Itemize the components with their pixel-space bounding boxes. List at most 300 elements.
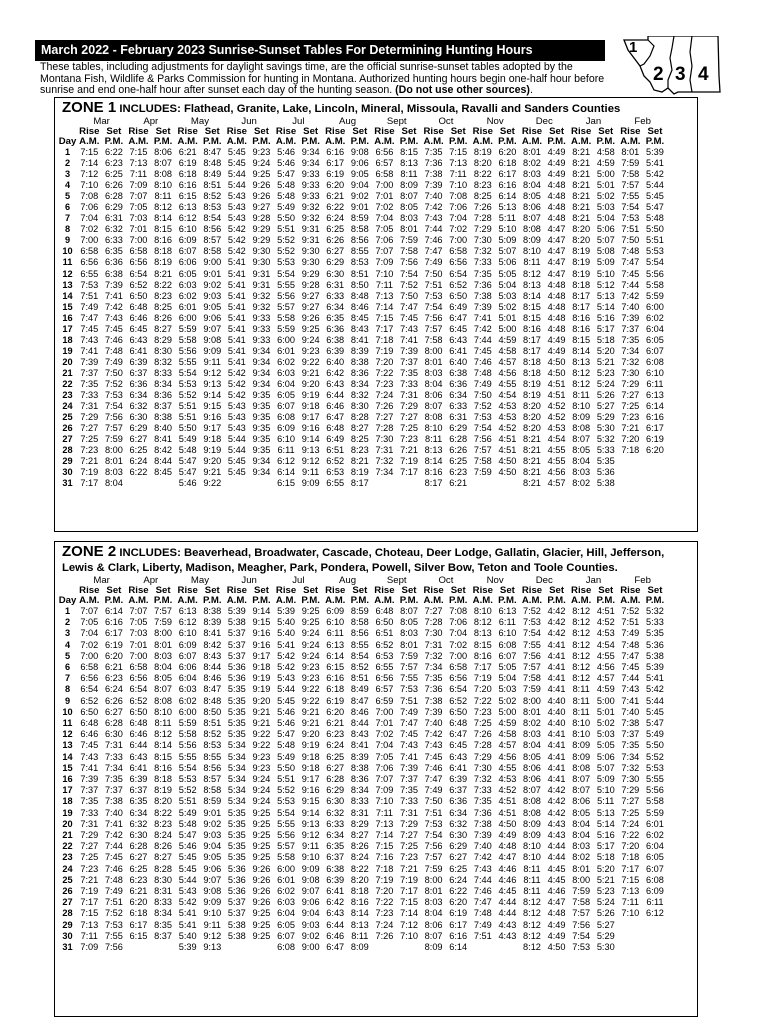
sunrise-time: 5:35 [227,818,246,829]
sunset-time: 5:13 [596,807,615,818]
sunrise-time: 6:04 [277,378,295,389]
sunrise-time: 5:52 [277,235,295,246]
sunrise-time: 6:11 [326,628,344,639]
sunrise-time: 7:17 [375,323,394,334]
sunset-time: 8:34 [350,378,369,389]
rise-header: Rise [423,126,444,137]
sunset-time: 4:41 [547,673,566,684]
sunset-time: 8:36 [350,774,369,785]
sunset-time: 5:05 [596,740,615,751]
sunset-time: 4:59 [498,334,517,345]
sunrise-time: 6:30 [326,796,345,807]
table-row [58,346,667,357]
sunset-time: 9:26 [252,874,271,885]
sunset-time: 6:34 [449,807,468,818]
sunrise-time: 7:19 [80,467,99,478]
sunrise-time: 7:48 [473,367,492,378]
sunrise-time: 5:41 [227,323,246,334]
sunset-time: 4:50 [498,818,517,829]
table-row [58,628,667,639]
sunrise-time: 7:17 [621,863,640,874]
sunrise-time: 7:34 [621,345,640,356]
sunset-time: 7:33 [104,751,123,762]
sunset-time: 6:10 [646,367,664,378]
sunset-time: 4:40 [547,695,566,706]
table-row [58,423,667,434]
sunrise-time: 7:29 [80,412,99,423]
sunset-time: 9:32 [252,301,271,312]
sunrise-time: 7:25 [621,807,640,818]
set-header: Set [303,585,319,596]
sunset-time: 6:19 [449,908,468,919]
day-number: 6 [64,662,71,673]
sunrise-time: 6:30 [326,268,345,279]
table-row [58,606,667,617]
sunset-time: 5:24 [596,378,615,389]
sunset-time: 8:04 [104,478,123,489]
sunset-time: 9:34 [252,378,271,389]
sunset-time: 8:19 [154,785,173,796]
sunrise-time: 5:51 [277,224,295,235]
sunrise-time: 8:20 [473,158,492,169]
sunset-time: 4:48 [547,213,566,224]
sunrise-time: 5:45 [227,147,246,157]
sunrise-time: 6:23 [129,874,148,885]
sunrise-time: 7:20 [621,841,640,852]
day-number: 23 [62,852,73,863]
sunrise-time: 5:42 [178,897,197,908]
day-number: 2 [64,617,71,628]
sunset-time: 4:49 [547,158,566,169]
sunrise-time: 6:55 [375,662,394,673]
sunset-time: 5:52 [646,751,664,762]
sunset-time: 6:29 [449,423,468,434]
sunset-time: 5:07 [596,235,615,246]
sunset-time: 4:54 [596,639,615,650]
sunrise-time: 7:53 [523,617,541,628]
sunrise-time: 8:01 [523,147,541,157]
sunrise-time: 8:03 [572,467,591,478]
sunset-time: 5:23 [596,367,615,378]
sunrise-time: 5:41 [178,919,197,930]
sunrise-time: 5:41 [227,356,246,367]
sunrise-time: 7:46 [473,356,492,367]
sunset-time: 4:46 [498,863,517,874]
sunrise-time: 6:36 [326,323,345,334]
sunset-time: 8:19 [350,467,369,478]
sunset-time: 9:04 [301,908,320,919]
pm-header: P.M. [596,136,615,147]
sunset-time: 6:50 [449,290,468,301]
sunrise-time: 7:54 [621,202,640,213]
sunrise-time: 7:12 [80,169,99,180]
sunrise-time: 5:58 [178,334,197,345]
sunrise-time: 8:12 [523,919,541,930]
sunrise-time: 8:09 [572,412,591,423]
sunrise-time: 6:13 [326,639,345,650]
sunrise-time: 6:34 [129,807,148,818]
sunset-time: 4:50 [547,367,566,378]
sunrise-time: 5:43 [227,213,246,224]
sunrise-time: 8:05 [572,445,591,456]
sunrise-time: 6:46 [326,930,345,941]
sunset-time: 5:54 [646,257,664,268]
sunset-time: 5:00 [498,323,517,334]
sunrise-time: 7:35 [473,796,492,807]
sunset-time: 4:42 [547,606,566,616]
sunrise-time: 5:43 [227,202,246,213]
sunset-time: 5:09 [498,235,517,246]
sunrise-time: 7:26 [473,202,492,213]
sunset-time: 7:59 [400,650,418,661]
sunset-time: 9:08 [350,147,369,157]
sunrise-time: 5:46 [277,718,295,729]
sunrise-time: 5:35 [227,841,246,852]
month-header: Aug [338,116,357,127]
sunset-time: 6:47 [449,312,468,323]
sunset-time: 8:40 [154,423,173,434]
sunrise-time: 8:19 [523,378,541,389]
sunrise-time: 7:15 [80,908,99,919]
sunrise-time: 7:18 [621,445,640,456]
sunset-time: 4:55 [596,650,615,661]
sunrise-time: 7:48 [621,639,640,650]
sunset-time: 4:41 [547,774,566,785]
sunset-time: 8:44 [203,662,222,673]
set-header: Set [499,126,515,137]
sunset-time: 4:44 [547,852,566,863]
sunrise-time: 7:25 [473,718,492,729]
sunrise-time: 7:24 [375,919,394,930]
sunset-time: 4:55 [547,456,566,467]
am-header: A.M. [128,136,149,147]
sunset-time: 7:43 [104,312,123,323]
sunrise-time: 8:20 [572,235,591,246]
sunrise-time: 5:44 [227,445,246,456]
day-number: 5 [64,650,71,661]
sunset-time: 4:42 [547,628,566,639]
sunrise-time: 7:21 [621,423,640,434]
sunrise-time: 5:34 [227,762,246,773]
sunrise-time: 6:24 [326,740,345,751]
month-header: May [190,575,210,586]
sunset-time: 7:31 [104,740,123,751]
sunset-time: 8:10 [154,180,173,191]
day-number: 19 [62,807,73,818]
sunrise-time: 8:16 [424,467,443,478]
sunset-time: 9:02 [350,191,369,202]
sunrise-time: 8:06 [523,774,541,785]
sunrise-time: 7:57 [523,662,541,673]
sunset-time: 6:13 [498,606,517,616]
sunset-time: 6:07 [646,863,664,874]
sunset-time: 7:45 [400,729,418,740]
table-row [58,684,667,695]
sunrise-time: 7:59 [523,684,541,695]
table-row [58,696,667,707]
set-header: Set [598,126,614,137]
sunrise-time: 8:02 [572,852,591,863]
sunrise-time: 8:08 [523,224,541,235]
sunset-time: 8:50 [350,279,369,290]
sunrise-time: 5:58 [178,729,197,740]
sunset-time: 8:57 [203,774,222,785]
rise-header: Rise [472,585,493,596]
sunset-time: 8:12 [154,202,173,213]
sunrise-time [471,942,496,953]
sunset-time: 5:59 [646,290,664,301]
sunrise-time: 6:58 [129,662,148,673]
sunset-time: 8:38 [203,606,222,616]
sunset-time: 9:20 [203,456,222,467]
sunrise-time: 6:15 [129,930,148,941]
sunrise-time: 6:58 [129,246,148,257]
sunset-time: 9:30 [301,257,320,268]
sunrise-time: 6:00 [277,334,295,345]
sunset-time [643,478,668,489]
sunset-time: 7:27 [400,830,418,841]
pm-header: P.M. [547,136,566,147]
sunrise-time: 8:04 [572,830,591,841]
sunset-time: 5:17 [596,323,615,334]
sunrise-time: 6:51 [375,628,394,639]
sunrise-time: 7:38 [473,818,492,829]
sunrise-time: 7:28 [424,617,443,628]
sunrise-time: 5:34 [227,774,246,785]
rise-header: Rise [472,126,493,137]
sunrise-time: 8:04 [523,740,541,751]
am-header: A.M. [620,595,641,606]
sunset-time: 6:01 [646,818,664,829]
sunrise-time: 7:38 [424,169,443,180]
sunrise-time: 7:45 [80,323,99,334]
sunset-time: 5:58 [646,279,664,290]
sunrise-time: 5:34 [227,796,246,807]
pm-header: P.M. [203,136,222,147]
sunset-time: 8:47 [350,695,369,706]
table-row [58,886,667,897]
sunrise-time: 7:07 [375,246,394,257]
sunrise-time: 6:37 [129,785,148,796]
sunset-time: 6:08 [498,639,517,650]
sunrise-time: 7:23 [473,706,492,717]
sunset-time: 7:25 [400,423,418,434]
sunrise-time: 7:44 [621,279,640,290]
sunrise-time: 5:45 [227,456,246,467]
sunset-time: 6:02 [646,312,664,323]
sunrise-time: 8:12 [523,908,541,919]
sunset-time: 6:17 [449,919,468,930]
sunset-time: 6:28 [104,191,123,202]
sunrise-time: 7:11 [621,897,639,908]
sunset-time: 9:17 [301,774,320,785]
sunrise-time: 6:09 [326,606,345,616]
sunset-time: 8:01 [400,224,418,235]
sunrise-time: 6:49 [326,434,345,445]
sunset-time: 9:25 [252,169,271,180]
sunrise-time: 6:09 [178,235,197,246]
sunset-time: 5:14 [596,818,615,829]
sunset-time: 5:13 [498,202,517,213]
sunrise-time: 7:07 [129,606,148,616]
sunrise-time: 7:53 [424,818,443,829]
sunset-time: 8:48 [203,158,222,169]
sunrise-time: 7:31 [424,639,443,650]
sunset-time: 9:14 [252,606,271,616]
sunset-time: 6:35 [104,246,123,257]
sunset-time: 9:35 [252,401,271,412]
sunrise-time: 5:35 [227,852,246,863]
sunrise-time: 7:19 [80,886,99,897]
sunset-time: 5:11 [597,796,615,807]
sunset-time: 9:35 [252,434,271,445]
sunset-time: 5:12 [596,279,615,290]
sunset-time: 9:23 [301,345,320,356]
sunrise-time: 5:42 [227,367,246,378]
sunrise-time: 6:48 [129,718,148,729]
sunset-time: 9:13 [301,818,320,829]
sunrise-time: 5:58 [277,312,295,323]
sunset-time: 7:39 [400,345,418,356]
sunrise-time: 6:15 [277,478,295,489]
intro-text: These tables, including adjustments for daylight savings time, are the official sunrise-sunset tables adopted by the Montana Fish, Wildlife & Parks Commission for hunting in Montana. Authorized hunting hours begin one-half hour before sunrise and end one-half hour after sunset each day of the hunting season. [40,61,605,97]
sunset-time: 5:03 [596,202,615,213]
sunset-time: 5:03 [498,684,517,695]
sunset-time: 6:00 [646,301,664,312]
sunrise-time: 7:18 [375,863,394,874]
sunrise-time: 7:32 [621,762,640,773]
sunrise-time: 7:20 [375,886,394,897]
sunrise-time: 5:46 [277,158,295,169]
sunrise-time: 7:28 [375,423,394,434]
sunrise-time: 6:00 [277,863,295,874]
sunrise-time: 5:59 [178,323,197,334]
sunrise-time: 7:21 [80,456,99,467]
sunset-time: 6:36 [449,796,468,807]
sunrise-time: 5:37 [227,897,246,908]
sunset-time: 9:02 [301,930,320,941]
sunset-time: 8:59 [350,213,369,224]
am-header: A.M. [521,136,543,147]
sunset-time: 8:48 [203,695,222,706]
sunset-time: 9:35 [252,412,271,423]
sunrise-time: 8:09 [424,942,443,953]
sunset-time: 7:51 [400,695,418,706]
sunset-time: 4:57 [547,478,566,489]
table-row [58,617,667,628]
sunset-time [151,478,176,489]
sunset-time: 6:26 [449,445,468,456]
sunrise-time: 6:35 [326,312,345,323]
sunset-time: 6:14 [449,942,468,953]
sunrise-time: 8:03 [424,897,443,908]
sunset-time: 5:59 [646,807,664,818]
sunset-time: 8:23 [154,290,173,301]
sunrise-time: 7:39 [473,830,492,841]
month-header: May [190,116,210,127]
sunrise-time: 7:45 [621,268,640,279]
sunrise-time: 7:40 [424,718,443,729]
sunset-time: 4:51 [498,445,517,456]
sunrise-time: 8:10 [424,423,443,434]
sunrise-time: 7:00 [129,650,148,661]
sunrise-time: 6:25 [129,863,148,874]
sunset-time: 9:24 [252,158,271,169]
table-row [58,729,667,740]
sunset-time: 9:24 [301,334,320,345]
sunrise-time: 6:38 [326,334,345,345]
sunset-time: 7:17 [400,467,418,478]
sunrise-time: 8:04 [424,378,443,389]
sunset-time: 8:51 [203,718,222,729]
sunrise-time: 8:17 [424,478,443,489]
sunrise-time: 7:32 [375,456,394,467]
sunset-time: 8:39 [350,345,369,356]
sunset-time: 5:02 [498,695,517,706]
sunrise-time: 6:27 [129,434,148,445]
sunrise-time: 5:41 [227,301,246,312]
sunset-time: 4:49 [547,169,566,180]
sunset-time: 9:17 [252,650,271,661]
sunset-time: 8:47 [203,147,222,157]
sunset-time: 9:25 [252,841,271,852]
sunset-time: 8:31 [154,886,173,897]
sunrise-time: 7:35 [424,673,443,684]
sunset-time: 8:03 [104,467,123,478]
sunset-time: 4:47 [547,246,566,257]
day-number: 3 [64,628,71,639]
sunset-time: 6:20 [104,650,123,661]
sunrise-time: 6:55 [326,478,345,489]
table-row [58,180,667,191]
sunset-time: 6:17 [498,169,517,180]
sunrise-time: 7:00 [129,235,148,246]
sunrise-time: 6:32 [326,807,345,818]
sunrise-time: 8:14 [424,456,443,467]
sunset-time: 7:45 [104,323,123,334]
sunset-time: 7:40 [104,807,123,818]
sunrise-time: 6:44 [326,390,345,401]
sunset-time: 9:24 [252,796,271,807]
sunset-time: 6:12 [646,908,664,919]
sunrise-time: 6:10 [277,434,295,445]
sunrise-time: 8:21 [572,158,591,169]
sunrise-time: 5:39 [277,606,295,616]
sunrise-time: 7:59 [572,886,591,897]
sunset-time: 9:05 [203,852,222,863]
sunset-time: 4:47 [547,268,566,279]
sunrise-time: 7:53 [572,942,591,953]
sunset-time: 7:55 [104,930,123,941]
sunrise-time: 7:30 [621,774,640,785]
sunrise-time: 6:56 [80,673,99,684]
sunrise-time: 7:33 [80,807,99,818]
sunrise-time: 7:57 [473,445,492,456]
sunset-time: 5:50 [646,740,664,751]
sunset-time: 8:32 [154,356,173,367]
sunrise-time: 7:29 [621,785,640,796]
sunrise-time: 8:10 [523,246,541,257]
sunset-time: 8:44 [350,718,369,729]
sunrise-time: 7:02 [80,639,99,650]
sunset-time: 8:14 [154,213,173,224]
sunrise-time: 8:21 [523,434,541,445]
sunrise-time: 7:30 [375,434,394,445]
sunset-time: 8:46 [350,706,369,717]
sunset-time: 6:25 [104,169,123,180]
day-number: 21 [62,367,73,378]
sunset-time: 6:18 [498,158,517,169]
